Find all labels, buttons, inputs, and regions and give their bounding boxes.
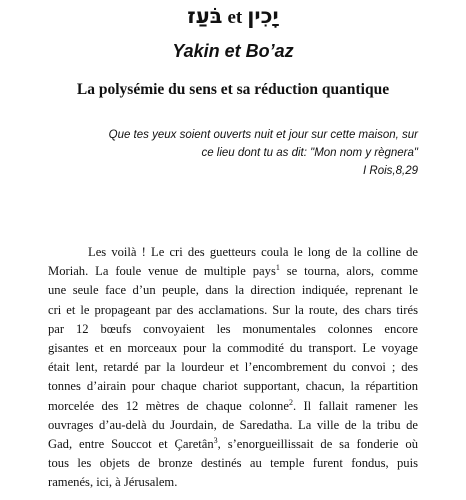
body-line: tous les objets de bronze destinés au temple furent fondus, puis <box>48 456 418 471</box>
body-line: morcelée des 12 mètres de chaque colonne$^2$. Il fallait ramener les <box>48 397 418 413</box>
epigraph-line-1: Que tes yeux soient ouverts nuit et jour sur cette maison, sur <box>108 129 418 141</box>
epigraph-reference: I Rois,8,29 <box>363 165 418 177</box>
hebrew-word-boaz: בֹּעַז <box>187 4 223 28</box>
body-line: Gad, entre Souccot et Çaretân$^3$, s’enorgueillissait de sa fonderie où <box>48 435 418 451</box>
footnote-ref-2[interactable]: 2 <box>288 397 293 407</box>
hebrew-word-yakin: יָכִין <box>247 4 279 28</box>
footnote-ref-3[interactable]: 3 <box>213 435 218 445</box>
body-line: Les voilà ! Le cri des guetteurs coula le long de la colline de <box>88 245 418 259</box>
hebrew-heading <box>0 2 466 32</box>
epigraph <box>78 126 418 180</box>
body-line: ramenés, ici, à Jérusalem. <box>48 475 178 490</box>
body-line: cri et le propageant par des acclamations. Sur la route, des chars tirés <box>48 302 418 317</box>
body-line: tonnes d’airain pour chaque chariot supportant, chacun, la répartition <box>48 379 418 394</box>
body-line: ouvrages d’au-delà du Jourdain, de Saredatha. La ville de la tribu de <box>48 417 418 432</box>
page-subtitle: La polysémie du sens et sa réduction quantique <box>76 81 390 98</box>
body-line: gisantes et en morceaux pour la commodité du transport. Le voyage <box>48 340 418 355</box>
footnote-ref-1[interactable]: 1 <box>275 263 280 272</box>
epigraph-line-2: ce lieu dont tu as dit: "Mon nom y règnera" <box>201 147 418 159</box>
body-line: par 12 bœufs convoyaient les monumentales colonnes encore <box>48 321 418 336</box>
heading-conjunction: et <box>227 7 243 28</box>
page-title: Yakin et Bo’az <box>172 41 294 61</box>
body-line: Moriah. La foule venue de multiple pays$^1$ se tourna, alors, comme <box>48 263 418 279</box>
body-line: était lent, retardé par la lourdeur et l’encombrement du convoi ; des <box>48 360 418 375</box>
body-paragraph <box>48 243 418 492</box>
body-line: une seule face d’un peuple, dans la direction indiquée, reprenant le <box>48 283 418 298</box>
